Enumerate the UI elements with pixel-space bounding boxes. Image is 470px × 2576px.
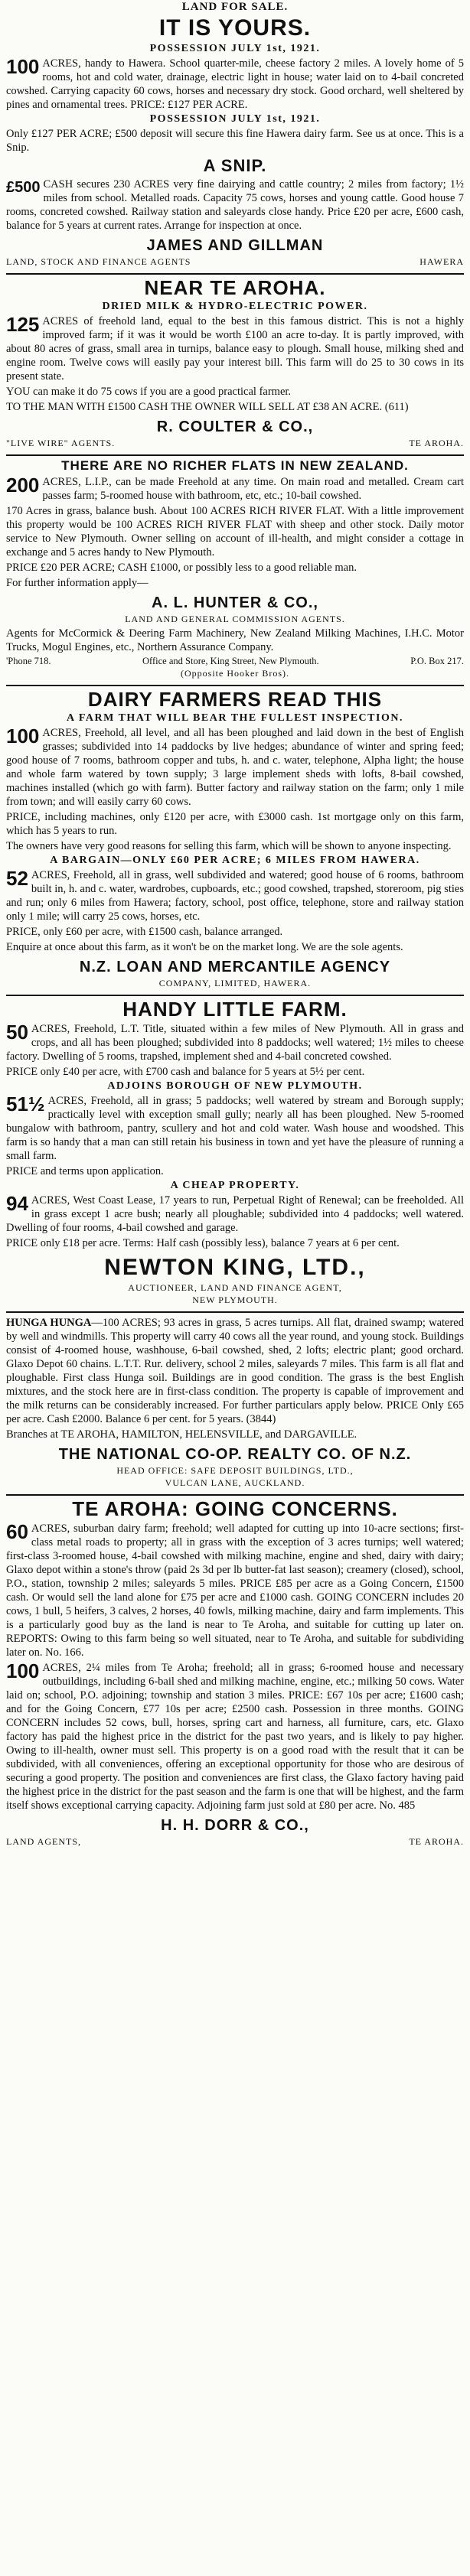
acreage-lead: 51½ [6,1093,45,1115]
ad-body: PRICE only £18 per acre. Terms: Half cash (possibly less), balance 7 years at 6 per cent. [6,1237,400,1249]
ad-body: 100 ACRES, Freehold, all level, and all has been ploughed and laid down in the best of English grasses; subdivided into 14 paddocks by live hedges; abundance of winter and spring feed; good house of 7 rooms, bathroom copper and tubs, h. and c. water, telephone, Alpha light; the house and whole farm watered by town supply; 3 large implement sheds with lofts, 8-bail cowshed, machines installed (which go with farm). Butter factory and railway station on the farm; only 1 mile from town; and will easily carry 60 cows. [6,725,464,808]
section-header: LAND FOR SALE. [181,1,289,13]
agent-line: VULCAN LANE, AUCKLAND. [165,1477,305,1488]
ad-going-concerns [6,1496,464,1853]
ad-body: 51½ ACRES, Freehold, all in grass; 5 paddocks; well watered by stream and Borough supply; practically level with exception small gully; nearly all has been ploughed. New 5-roomed bungalow with bathroom, pantry, scullery and hot and cold water. Wash house and woodshed. This farm is so handy that a man can still retain his business in town and yet have the pleasure of running a small farm. [6,1093,464,1162]
branches-line: Branches at TE AROHA, HAMILTON, HELENSVILLE, and DARGAVILLE. [6,1428,357,1441]
agent-line: AUCTIONEER, LAND AND FINANCE AGENT, [128,1282,342,1293]
agent-line: NEW PLYMOUTH. [192,1295,278,1305]
ad-subtitle: A CHEAP PROPERTY. [170,1180,300,1191]
contact-line: 'Phone 718. Office and Store, King Street, New Plymouth. P.O. Box 217. [6,656,464,666]
price-lead: £500 [6,179,41,196]
agent-details: Agents for McCormick & Deering Farm Machinery, New Zealand Milking Machines, I.H.C. Motor Trucks, Mogul Engines, etc., Northern Assurance Company. [6,627,464,653]
ad-body: PRICE and terms upon application. [6,1165,164,1177]
agent-line: LAND, STOCK AND FINANCE AGENTS HAWERA [6,256,464,267]
acreage-lead: 50 [6,1021,28,1044]
ad-body: 100 ACRES, handy to Hawera. School quarter-mile, cheese factory 2 miles. A lovely home of 5 rooms, hot and cold water, drainage, electric light in house; water laid on to 4-bail concreted cowshed. Carrying capacity 60 cows, horses and necessary dry stock. Good orchard, well sheltered by pines and ornamental trees. PRICE: £127 PER ACRE. [6,55,464,111]
acreage-lead: 94 [6,1192,28,1215]
ad-title: THERE ARE NO RICHER FLATS IN NEW ZEALAND. [61,458,409,473]
ad-body: TO THE MAN WITH £1500 CASH THE OWNER WILL SELL AT £38 AN ACRE. (611) [6,401,409,413]
ad-dairy-farmers [6,686,464,996]
ad-title: HANDY LITTLE FARM. [122,998,348,1021]
acreage-lead: 100 [6,725,40,747]
firm-name: JAMES AND GILLMAN [146,237,324,254]
firm-name: THE NATIONAL CO-OP. REALTY CO. OF N.Z. [58,1446,412,1463]
ad-body: 200 ACRES, L.I.P., can be made Freehold at any time. On main road and metalled. Cream cart passes farm; 5-roomed house with bathroom, etc, etc.; 10-bail cowshed. [6,474,464,502]
acreage-lead: 100 [6,1659,40,1682]
ad-body: PRICE £20 PER ACRE; CASH £1000, or possibly less to a good reliable man. [6,562,357,574]
possession-line: POSSESSION JULY 1st, 1921. [149,43,321,54]
ad-body: Enquire at once about this farm, as it won't be on the market long. We are the sole agents. [6,941,403,953]
ad-body: 94 ACRES, West Coast Lease, 17 years to run, Perpetual Right of Renewal; can be freeholded. All in grass except 1 acre bush; nearly all ploughable; subdivided into 4 paddocks; well watered. Dwelling of four rooms, 4-bail cowshed and garage. [6,1192,464,1234]
ad-body: YOU can make it do 75 cows if you are a good practical farmer. [6,386,292,398]
ad-title: IT IS YOURS. [158,15,312,41]
ad-body: PRICE, only £60 per acre, with £1500 cash, balance arranged. [6,926,283,938]
ad-body: 125 ACRES of freehold land, equal to the best in this famous district. This is not a highly improved farm; if it was it would be worth £100 an acre to-day. It is partly improved, with about 80 acres of grass, small area in turnips, balance easy to plough. Small house, milking shed and engine room. Twelve cows will easily pay your interest bill. This farm will do 25 to 30 cows in its present state. [6,313,464,383]
ad-handy-little-farm [6,996,464,1313]
firm-name: A. L. HUNTER & CO., [152,594,318,611]
ad-title: NEAR TE AROHA. [144,276,326,299]
ad-body: 100 ACRES, 2¼ miles from Te Aroha; freehold; all in grass; 6-roomed house and necessary outbuildings, including 6-bail shed and milking machine, engine, etc.; milking 50 cows. Water laid on; school, P.O. adjoining; township and station 3 miles. PRICE: £67 10s per acre; £1600 cash; and for the Going Concern, £77 10s per acre; £2500 cash. Possession in three months. GOING CONCERN includes 52 cows, bull, horses, spring cart and harness, all furniture, cars, etc. Glaxo factory has paid the highest price in the district for the past two years, and is likely to pay higher. Owing to ill-health, owner must sell. This property is on a good road with the result that it can be subdivided, with all conveniences, offering an exceptional opportunity for those who are desirous of securing a good property. The position and conveniences are first class, the Glaxo factory having paid the highest price in the district for the past season and the farm is one that will be highest, and the farm itself shows exceptional carrying capacity. Adjoining farm just sold at £80 per acre. No. 485 [6,1659,464,1812]
ad-title: DAIRY FARMERS READ THIS [87,688,383,711]
agent-line: COMPANY, LIMITED, HAWERA. [158,978,312,988]
agent-line: HEAD OFFICE: SAFE DEPOSIT BUILDINGS, LTD., [116,1465,354,1476]
acreage-lead: 100 [6,55,40,78]
possession-line: POSSESSION JULY 1st, 1921. [149,113,321,125]
ad-body: 52 ACRES, Freehold, all in grass, well subdivided and watered; good house of 6 rooms, bathroom built in, h. and c. water, wardrobes, cupboards, etc.; good cowshed, trapshed, storeroom, pig sties and run; only 6 miles from Hawera; factory, school, post office, telephone, store and railway station only 1 mile; will carry 25 cows, horses, etc. [6,867,464,923]
ad-richer-flats [6,456,464,686]
ad-body: 50 ACRES, Freehold, L.T. Title, situated within a few miles of New Plymouth. All in grass and crops, and all has been ploughed; subdivided into 8 paddocks; well watered; 1½ miles to cheese factory. Dwelling of 5 rooms, trapshed, implement shed and 4-bail concreted cowshed. [6,1021,464,1063]
ad-body: 170 Acres in grass, balance bush. About 100 ACRES RICH RIVER FLAT. With a little improvement this property would be 100 ACRES RICH RIVER FLAT with sheep and other stock. Daily motor service to New Plymouth. Owner selling on account of ill-health, and might consider a cottage in exchange and 5 acres handy to New Plymouth. [6,505,464,559]
acreage-lead: 200 [6,474,40,497]
agent-line: (Opposite Hooker Bros). [181,668,289,679]
firm-name: R. COULTER & CO., [156,418,314,435]
ad-body: £500 CASH secures 230 ACRES very fine dairying and cattle country; 2 miles from factory; 1½ miles from school. Metalled roads. Capacity 75 cows, horses and young cattle. Good house 7 rooms, concreted cowshed. Railway station and saleyards close handy. Price £20 per acre, £600 cash, balance for 5 years at current rates. Arrange for inspection at once. [6,178,464,232]
ad-subtitle: ADJOINS BOROUGH OF NEW PLYMOUTH. [107,1080,363,1092]
ad-body: HUNGA HUNGA—100 ACRES; 93 acres in grass, 5 acres turnips. All flat, drained swamp; watered by well and windmills. This property will carry 40 cows all the year round, and young stock. Buildings consist of 4-roomed house, washhouse, 6-bail cowshed, shed, 2 lofts; electric plant; good orchard. Glaxo Depot 60 chains. L.T.T. Rur. delivery, school 2 miles, saleyards 7 miles. This farm is all flat and ploughable. First class Hunga soil. Buildings are in good condition. The grass is the best English mixtures, and the stock here are in first-class condition. The property is capable of improvement and the milk returns can be considerably increased. For further particulars apply below. PRICE Only £65 per acre. Cash £2000. Balance 6 per cent. for 5 years. (3844) [6,1317,464,1425]
ad-subtitle: A BARGAIN—ONLY £60 PER ACRE; 6 MILES FROM HAWERA. [50,855,420,866]
ad-body: 60 ACRES, suburban dairy farm; freehold; well adapted for cutting up into 10-acre sections; first-class metal roads to property; all in grass with the exception of 3 acres turnips; well watered; first-class 3-roomed house, 4-bail cowshed with milking machine, engine and shed, dairy with dairy; Glaxo depot within a stone's throw (paid 2s 3d per lb butter-fat last season); creamery (closed), school, P.O., station, township 2 miles; saleyards 5 miles. PRICE £85 per acre as a Going Concern, £1500 cash. Or would sell the land alone for £75 per acre and £1000 cash. GOING CONCERN includes 20 cows, 1 bull, 5 heifers, 3 calves, 2 horses, 40 fowls, milking machine, dairy and farm implements. This is a particularly good buy as the land is near to Te Aroha, and suitable for cutting up later on. REPORTS: Owing to this farm being so well situated, near to Te Aroha, and suitable for subdividing later on. No. 166. [6,1520,464,1659]
acreage-lead: 52 [6,867,28,890]
ad-head: HUNGA HUNGA [6,1317,92,1329]
agent-line: "LIVE WIRE" AGENTS. TE AROHA. [6,438,464,448]
ad-body: The owners have very good reasons for selling this farm, which will be shown to anyone inspecting. [6,840,452,852]
ad-near-te-aroha [6,275,464,456]
acreage-lead: 60 [6,1520,28,1543]
ad-subtitle: A FARM THAT WILL BEAR THE FULLEST INSPECTION. [67,712,403,724]
ad-it-is-yours [6,14,464,275]
ad-hunga-hunga [6,1313,464,1496]
firm-name: NEWTON KING, LTD., [104,1255,366,1280]
firm-name: N.Z. LOAN AND MERCANTILE AGENCY [79,959,391,975]
ad-body: Only £127 PER ACRE; £500 deposit will secure this fine Hawera dairy farm. See us at once. This is a Snip. [6,128,464,154]
firm-name: H. H. DORR & CO., [161,1817,309,1834]
ad-subtitle: DRIED MILK & HYDRO-ELECTRIC POWER. [102,301,368,312]
ad-title: TE AROHA: GOING CONCERNS. [72,1497,398,1520]
ad-body: PRICE only £40 per acre, with £700 cash and balance for 5 years at 5½ per cent. [6,1066,365,1078]
ad-subtitle: A SNIP. [203,156,267,175]
agent-line: LAND AGENTS, TE AROHA. [6,1836,464,1847]
agent-line: LAND AND GENERAL COMMISSION AGENTS. [125,614,345,624]
ad-body: For further information apply— [6,577,149,589]
ad-body: PRICE, including machines, only £120 per acre, with £3000 cash. 1st mortgage only on this farm, which has 5 years to run. [6,811,464,837]
acreage-lead: 125 [6,313,40,336]
